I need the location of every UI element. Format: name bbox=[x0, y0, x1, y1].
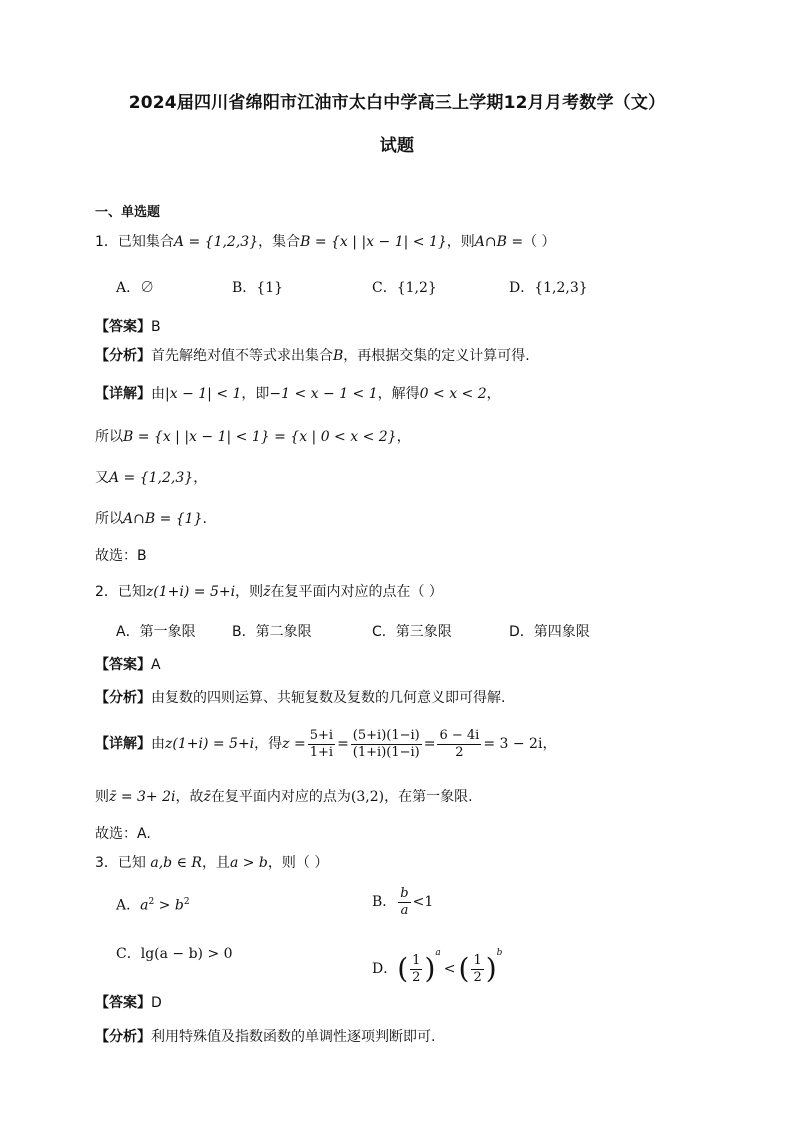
q3-opt-d-num2: 1 bbox=[473, 952, 482, 968]
q3-stem-b: ，且 bbox=[201, 855, 230, 871]
q2-frac2-num: (5+i)(1−i) bbox=[352, 727, 420, 743]
q2-answer-tag: 【答案】 bbox=[95, 657, 151, 673]
q1-detail4-m: A∩B = {1} bbox=[123, 511, 203, 527]
q1-detail3-m: A = {1,2,3} bbox=[109, 470, 194, 486]
q2-detail2-m2: z̄ bbox=[203, 789, 211, 805]
q2-analysis-tag: 【分析】 bbox=[95, 690, 151, 706]
q2-option-c: C．第三象限 bbox=[372, 624, 452, 640]
q3-option-d: D．( $\frac{1}{2}$ )$^a$< ( $\frac{1}{2}$ )$^b$ bbox=[372, 948, 503, 985]
q3-opt-b-den: a bbox=[400, 902, 409, 918]
q1-detail1-m1: |x − 1| < 1 bbox=[165, 386, 242, 402]
q3-opt-b-tail: <1 bbox=[412, 894, 434, 910]
q3-stem-m1: a,b ∈ R bbox=[150, 855, 202, 871]
q3-opt-d-label: D． bbox=[372, 961, 398, 977]
q3-opt-b-label: B． bbox=[372, 894, 397, 910]
q3-option-b bbox=[372, 880, 433, 924]
q1-detail1-m3: 0 < x < 2 bbox=[419, 386, 487, 402]
q2-fraction-2 bbox=[351, 728, 422, 761]
q3-stem bbox=[95, 853, 328, 873]
q3-opt-b-num: b bbox=[400, 885, 409, 901]
q1-set-b: B = {x | |x − 1| < 1} bbox=[300, 234, 447, 250]
q3-analysis-tag: 【分析】 bbox=[95, 1029, 151, 1045]
q2-detail2-d: ，在第一象限. bbox=[384, 789, 473, 805]
q1-answer bbox=[95, 317, 161, 337]
q3-opt-b-fraction bbox=[398, 886, 410, 919]
q2-eq-2: = bbox=[423, 736, 436, 752]
q1-detail3-b: ， bbox=[193, 470, 208, 486]
q1-conclusion: 故选：B bbox=[95, 548, 147, 564]
q2-detail1-b: ，得 bbox=[254, 736, 283, 752]
q3-opt-a-exp1: 2 bbox=[148, 897, 155, 907]
q2-stem-c: 在复平面内对应的点在（ ） bbox=[270, 584, 443, 600]
q1-mid2: ，则 bbox=[446, 234, 475, 250]
q1-detail-line1 bbox=[95, 384, 501, 404]
q3-answer-value: D bbox=[151, 995, 162, 1011]
q1-expr: A∩B = bbox=[474, 234, 524, 250]
q1-analysis-tag: 【分析】 bbox=[95, 348, 151, 364]
q1-option-d: D．{1,2,3} bbox=[509, 280, 588, 296]
q3-opt-a-label: A． bbox=[116, 897, 141, 914]
q1-detail1-m2: −1 < x − 1 < 1 bbox=[269, 386, 378, 402]
q1-tail: （ ） bbox=[523, 234, 556, 250]
q2-detail1-c: ， bbox=[542, 736, 557, 752]
q2-stem-a: 2．已知 bbox=[95, 584, 146, 600]
section-heading: 一、单选题 bbox=[95, 205, 161, 220]
q2-detail-line2 bbox=[95, 787, 473, 807]
q2-answer bbox=[95, 655, 161, 675]
q1-analysis-pre: 首先解绝对值不等式求出集合 bbox=[151, 348, 333, 364]
q3-opt-d-den1: 2 bbox=[412, 969, 421, 985]
q3-opt-d-den2: 2 bbox=[473, 969, 482, 985]
q1-answer-tag: 【答案】 bbox=[95, 319, 151, 335]
q2-frac2-den: (1+i)(1−i) bbox=[352, 744, 420, 760]
q2-frac1-num: 5+i bbox=[309, 727, 334, 743]
q3-opt-d-fraction-2 bbox=[471, 953, 483, 986]
q2-frac3-den: 2 bbox=[455, 744, 464, 760]
q1-detail1-d: ， bbox=[486, 386, 501, 402]
q3-opt-d-fraction-1 bbox=[410, 953, 422, 986]
q3-opt-d-num1: 1 bbox=[412, 952, 421, 968]
q2-detail1-m1: z(1+i) = 5+i bbox=[165, 736, 255, 752]
q1-detail1-c: ，解得 bbox=[377, 386, 420, 402]
q1-detail2-m: B = {x | |x − 1| < 1} = {x | 0 < x < 2} bbox=[123, 429, 397, 445]
q2-analysis-text: 由复数的四则运算、共轭复数及复数的几何意义即可得解. bbox=[151, 690, 506, 706]
q3-answer bbox=[95, 993, 162, 1013]
q1-detail2-a: 所以 bbox=[95, 429, 123, 445]
q1-analysis-post: ，再根据交集的定义计算可得. bbox=[343, 348, 530, 364]
q2-detail-line1 bbox=[95, 724, 556, 764]
q2-stem-m2: z̄ bbox=[263, 584, 271, 600]
q3-option-a bbox=[116, 892, 190, 916]
q3-analysis bbox=[95, 1027, 435, 1047]
q1-mid1: ，集合 bbox=[258, 234, 301, 250]
q2-detail2-a: 则 bbox=[95, 789, 109, 805]
q3-opt-a-mid: > b bbox=[154, 897, 184, 914]
q2-fraction-1 bbox=[308, 728, 335, 761]
q2-frac1-den: 1+i bbox=[309, 744, 334, 760]
q2-eq-1: = bbox=[337, 736, 349, 752]
q1-detail1-a: 由 bbox=[151, 386, 165, 402]
q2-option-b: B．第二象限 bbox=[232, 624, 312, 640]
q1-detail-line3 bbox=[95, 468, 207, 488]
q1-detail-line2 bbox=[95, 427, 411, 447]
q1-analysis-var: B bbox=[333, 348, 344, 364]
q3-opt-a-base: a bbox=[140, 897, 149, 914]
q1-detail4-a: 所以 bbox=[95, 511, 123, 527]
q1-detail1-b: ，即 bbox=[241, 386, 270, 402]
q3-opt-d-exp2: b bbox=[496, 948, 503, 958]
q2-detail2-c: 在复平面内对应的点为 bbox=[210, 789, 351, 805]
q3-opt-a-exp2: 2 bbox=[183, 897, 190, 907]
q2-detail1-a: 由 bbox=[151, 736, 165, 752]
q2-detail2-b: ，故 bbox=[175, 789, 204, 805]
q1-stem-prefix: 1．已知集合 bbox=[95, 234, 174, 250]
q1-option-c: C．{1,2} bbox=[372, 280, 437, 296]
q2-option-d: D．第四象限 bbox=[509, 624, 590, 640]
q3-opt-d-lt: < bbox=[443, 961, 456, 977]
q2-detail2-m3: (3,2) bbox=[350, 789, 385, 805]
q1-option-b: B．{1} bbox=[232, 280, 284, 296]
q3-opt-c-label: C． bbox=[116, 946, 141, 962]
q1-analysis bbox=[95, 346, 530, 366]
q2-detail1-res: = 3 − 2i bbox=[483, 736, 543, 752]
q2-detail2-m1: z̄ = 3+ 2i bbox=[109, 789, 176, 805]
q3-stem-a: 3．已知 bbox=[95, 855, 151, 871]
page-title-line1: 2024届四川省绵阳市江油市太白中学高三上学期12月月考数学（文） bbox=[128, 93, 666, 113]
q3-answer-tag: 【答案】 bbox=[95, 995, 151, 1011]
q2-stem bbox=[95, 582, 443, 602]
q1-detail2-b: ， bbox=[396, 429, 411, 445]
q3-stem-c: ，则（ ） bbox=[267, 855, 329, 871]
q2-stem-b: ，则 bbox=[235, 584, 264, 600]
q2-conclusion: 故选：A. bbox=[95, 826, 151, 842]
q2-detail1-z: z = bbox=[282, 736, 306, 752]
q2-frac3-num: 6 − 4i bbox=[439, 727, 480, 743]
q2-analysis bbox=[95, 688, 505, 708]
q1-detail-line4 bbox=[95, 509, 207, 529]
q1-answer-value: B bbox=[151, 319, 161, 335]
q1-option-a: A．∅ bbox=[116, 280, 155, 296]
q1-detail4-b: . bbox=[202, 511, 207, 527]
page-title-line2: 试题 bbox=[379, 136, 415, 156]
q1-stem bbox=[95, 232, 556, 252]
q2-option-a: A．第一象限 bbox=[116, 624, 196, 640]
q3-stem-m2: a > b bbox=[229, 855, 268, 871]
q1-detail-tag: 【详解】 bbox=[95, 386, 151, 402]
q2-stem-m1: z(1+i) = 5+i bbox=[145, 584, 236, 600]
q2-detail-tag: 【详解】 bbox=[95, 736, 151, 752]
q3-opt-d-exp1: a bbox=[435, 948, 441, 958]
q3-opt-c-expr: lg(a − b) > 0 bbox=[140, 946, 233, 962]
q3-option-c bbox=[116, 944, 233, 964]
q3-analysis-text: 利用特殊值及指数函数的单调性逐项判断即可. bbox=[151, 1029, 436, 1045]
q2-fraction-3 bbox=[437, 728, 481, 761]
q1-detail3-a: 又 bbox=[95, 470, 109, 486]
q1-set-a: A = {1,2,3} bbox=[173, 234, 259, 250]
q2-answer-value: A bbox=[151, 657, 161, 673]
